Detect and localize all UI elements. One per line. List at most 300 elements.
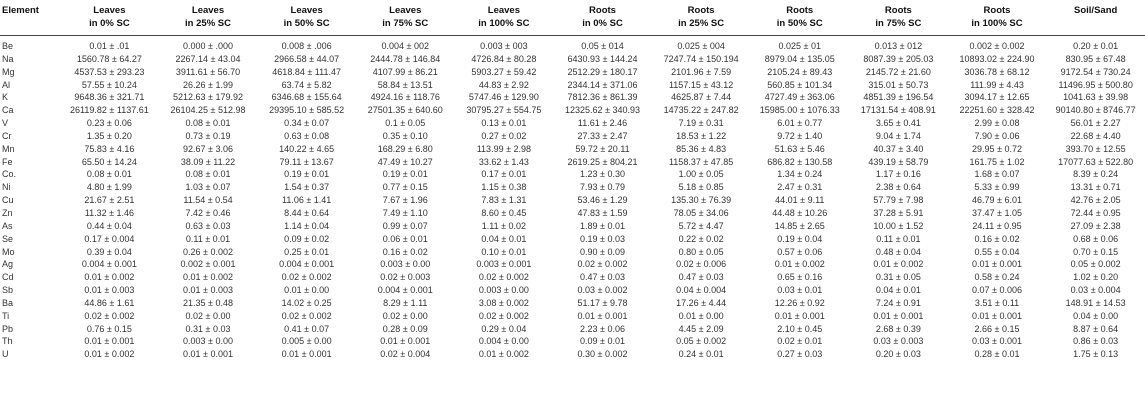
value-cell: 2444.78 ± 146.84 (370, 53, 441, 64)
value-cell: 75.83 ± 4.16 (84, 143, 135, 154)
value-cell: 0.44 ± 0.04 (86, 220, 132, 231)
value-cell: 560.85 ± 101.34 (767, 79, 833, 90)
value-cell: 9172.54 ± 730.24 (1060, 66, 1131, 77)
value-cell: 0.65 ± 0.16 (777, 272, 823, 283)
value-cell: 0.01 ± 0.00 (284, 285, 330, 296)
value-cell: 0.19 ± 0.04 (777, 233, 823, 244)
value-cell: 0.11 ± 0.01 (185, 233, 231, 244)
value-cell: 0.09 ± 0.02 (284, 233, 330, 244)
value-cell: 1.02 ± 0.20 (1073, 272, 1119, 283)
value-cell: 3.08 ± 0.002 (478, 297, 529, 308)
value-cell: 0.02 ± 0.01 (777, 336, 823, 347)
value-cell: 0.01 ± 0.001 (972, 310, 1022, 321)
column-header-line1: Roots (589, 5, 616, 16)
value-cell: 5903.27 ± 59.42 (471, 66, 537, 77)
value-cell: 3.51 ± 0.11 (974, 297, 1020, 308)
value-cell: 0.68 ± 0.06 (1073, 233, 1119, 244)
value-cell: 8.29 ± 1.11 (383, 297, 428, 308)
value-cell: 47.49 ± 10.27 (377, 156, 433, 167)
element-symbol-cell: Be (2, 41, 14, 51)
value-cell: 8.60 ± 0.45 (481, 207, 527, 218)
value-cell: 0.04 ± 0.00 (1073, 310, 1119, 321)
table-row (0, 130, 1145, 143)
table-row (0, 233, 1145, 246)
value-cell: 0.04 ± 0.01 (875, 285, 921, 296)
value-cell: 0.27 ± 0.02 (481, 130, 527, 141)
value-cell: 26.26 ± 1.99 (183, 79, 233, 90)
value-cell: 13.31 ± 0.71 (1070, 182, 1121, 193)
value-cell: 22251.60 ± 328.42 (959, 105, 1035, 116)
value-cell: 0.004 ± 0.001 (377, 285, 433, 296)
value-cell: 0.34 ± 0.07 (284, 118, 330, 129)
table-row (0, 194, 1145, 207)
value-cell: 0.63 ± 0.08 (284, 130, 330, 141)
value-cell: 1.35 ± 0.20 (86, 130, 132, 141)
value-cell: 1.14 ± 0.04 (284, 220, 330, 231)
value-cell: 0.01 ± 0.002 (873, 259, 924, 270)
table-row (0, 66, 1145, 79)
value-cell: 0.30 ± 0.002 (577, 349, 628, 360)
column-header-line2: in 100% SC (478, 18, 530, 29)
column-header-line2: in 75% SC (382, 18, 429, 29)
element-symbol-cell: Mg (2, 66, 15, 77)
table-row (0, 348, 1145, 361)
value-cell: 0.19 ± 0.01 (382, 169, 428, 180)
value-cell: 7.24 ± 0.91 (875, 297, 921, 308)
value-cell: 27.33 ± 2.47 (577, 130, 628, 141)
value-cell: 14.85 ± 2.65 (774, 220, 825, 231)
value-cell: 3094.17 ± 12.65 (964, 92, 1030, 103)
value-cell: 0.002 ± 0.002 (969, 41, 1025, 51)
column-header-line1: Roots (786, 5, 814, 16)
value-cell: 2145.72 ± 21.60 (865, 66, 931, 77)
value-cell: 24.11 ± 0.95 (972, 220, 1022, 231)
value-cell: 0.19 ± 0.03 (580, 233, 625, 244)
value-cell: 439.19 ± 58.79 (868, 156, 929, 167)
value-cell: 0.04 ± 0.01 (481, 233, 527, 244)
value-cell: 5212.63 ± 179.92 (173, 92, 244, 103)
value-cell: 0.76 ± 0.15 (86, 323, 132, 334)
value-cell: 0.1 ± 0.05 (385, 118, 426, 129)
value-cell: 2.47 ± 0.31 (777, 182, 823, 193)
value-cell: 42.76 ± 2.05 (1070, 195, 1121, 206)
column-header-line1: Leaves (191, 5, 225, 16)
value-cell: 0.10 ± 0.01 (481, 246, 527, 257)
value-cell: 9648.36 ± 321.71 (74, 92, 145, 103)
value-cell: 111.99 ± 4.43 (970, 79, 1024, 90)
table-header (0, 4, 1145, 36)
table-row (0, 181, 1145, 194)
value-cell: 0.01 ± 0.001 (84, 336, 135, 347)
value-cell: 2344.14 ± 371.06 (567, 79, 638, 90)
column-header-line2: in 75% SC (875, 18, 922, 29)
column-header (948, 4, 1047, 36)
value-cell: 9.04 ± 1.74 (875, 130, 921, 141)
value-cell: 0.06 ± 0.01 (382, 233, 428, 244)
value-cell: 2.66 ± 0.15 (974, 323, 1020, 334)
value-cell: 0.02 ± 0.002 (577, 259, 628, 270)
value-cell: 2101.96 ± 7.59 (671, 66, 732, 77)
value-cell: 17077.63 ± 522.80 (1058, 156, 1134, 167)
value-cell: 0.03 ± 0.001 (972, 336, 1022, 347)
value-cell: 0.025 ± 004 (677, 41, 725, 51)
value-cell: 0.025 ± 01 (778, 41, 821, 51)
value-cell: 29.95 ± 0.72 (972, 143, 1022, 154)
element-symbol-cell: Ba (2, 297, 14, 308)
value-cell: 4537.53 ± 293.23 (74, 66, 145, 77)
value-cell: 0.005 ± 0.00 (281, 336, 332, 347)
value-cell: 0.73 ± 0.19 (185, 130, 231, 141)
value-cell: 47.83 ± 1.59 (577, 207, 628, 218)
value-cell: 7.93 ± 0.79 (580, 182, 625, 193)
table-row (0, 156, 1145, 169)
value-cell: 2.99 ± 0.08 (974, 118, 1020, 129)
element-symbol-cell: Sb (2, 285, 14, 296)
value-cell: 1.03 ± 0.07 (185, 182, 231, 193)
value-cell: 0.39 ± 0.04 (86, 246, 132, 257)
value-cell: 4924.16 ± 118.76 (370, 92, 440, 103)
value-cell: 72.44 ± 0.95 (1070, 207, 1121, 218)
table-row (0, 143, 1145, 156)
value-cell: 7.67 ± 1.96 (382, 195, 428, 206)
value-cell: 0.35 ± 0.10 (382, 130, 428, 141)
column-header (849, 4, 948, 36)
value-cell: 0.90 ± 0.09 (580, 246, 625, 257)
column-header-line2: in 25% SC (185, 18, 231, 29)
value-cell: 135.30 ± 76.39 (671, 195, 732, 206)
column-header-line1: Leaves (93, 5, 126, 16)
value-cell: 56.01 ± 2.27 (1070, 118, 1121, 129)
value-cell: 0.02 ± 0.002 (281, 310, 332, 321)
value-cell: 0.07 ± 0.006 (972, 285, 1022, 296)
value-cell: 4851.39 ± 196.54 (863, 92, 934, 103)
value-cell: 0.004 ± 0.001 (81, 259, 137, 270)
value-cell: 44.01 ± 9.11 (775, 195, 825, 206)
value-cell: 0.20 ± 0.03 (875, 349, 921, 360)
value-cell: 18.53 ± 1.22 (676, 130, 727, 141)
column-header (652, 4, 751, 36)
value-cell: 0.08 ± 0.01 (86, 169, 132, 180)
value-cell: 8087.39 ± 205.03 (863, 53, 934, 64)
value-cell: 79.11 ± 13.67 (279, 156, 334, 167)
value-cell: 7.42 ± 0.46 (185, 207, 231, 218)
value-cell: 1158.37 ± 47.85 (668, 156, 734, 167)
table-body (0, 36, 1145, 362)
value-cell: 0.70 ± 0.15 (1073, 246, 1119, 257)
value-cell: 0.17 ± 0.01 (481, 169, 527, 180)
value-cell: 0.99 ± 0.07 (382, 220, 428, 231)
value-cell: 0.003 ± 0.00 (380, 259, 431, 270)
value-cell: 27.09 ± 2.38 (1070, 220, 1121, 231)
value-cell: 58.84 ± 13.51 (377, 79, 433, 90)
value-cell: 6.01 ± 0.77 (777, 118, 823, 129)
value-cell: 2.10 ± 0.45 (777, 323, 823, 334)
value-cell: 0.01 ± 0.001 (577, 310, 628, 321)
value-cell: 0.41 ± 0.07 (284, 323, 330, 334)
value-cell: 1.34 ± 0.24 (777, 169, 823, 180)
table-row (0, 246, 1145, 259)
value-cell: 0.03 ± 0.003 (873, 336, 924, 347)
value-cell: 0.27 ± 0.03 (777, 349, 823, 360)
value-cell: 5.33 ± 0.99 (974, 182, 1020, 193)
value-cell: 0.08 ± 0.01 (185, 118, 231, 129)
value-cell: 0.29 ± 0.04 (481, 323, 527, 334)
value-cell: 0.05 ± 0.002 (1070, 259, 1121, 270)
value-cell: 0.19 ± 0.01 (284, 169, 330, 180)
value-cell: 0.01 ± 0.001 (183, 349, 233, 360)
value-cell: 30795.27 ± 554.75 (466, 105, 542, 116)
element-symbol-cell: Zn (2, 207, 13, 218)
element-symbol-cell: Na (2, 53, 14, 64)
value-cell: 0.01 ± 0.00 (678, 310, 724, 321)
element-symbol-cell: Th (2, 336, 13, 347)
value-cell: 1.54 ± 0.37 (284, 182, 330, 193)
value-cell: 0.01 ± 0.003 (183, 285, 233, 296)
column-header-line1: Leaves (389, 5, 422, 16)
table-row (0, 104, 1145, 117)
value-cell: 11.32 ± 1.46 (84, 207, 135, 218)
value-cell: 2966.58 ± 44.07 (274, 53, 340, 64)
value-cell: 0.16 ± 0.02 (974, 233, 1020, 244)
value-cell: 38.09 ± 11.22 (180, 156, 236, 167)
value-cell: 7.83 ± 1.31 (481, 195, 527, 206)
column-header-line2: in 50% SC (283, 18, 330, 29)
table-row (0, 36, 1145, 53)
value-cell: 10893.02 ± 224.90 (959, 53, 1035, 64)
value-cell: 0.02 ± 0.002 (478, 310, 529, 321)
table-row (0, 271, 1145, 284)
value-cell: 6346.68 ± 155.64 (271, 92, 342, 103)
value-cell: 0.55 ± 0.04 (974, 246, 1020, 257)
value-cell: 2105.24 ± 89.43 (767, 66, 833, 77)
value-cell: 315.01 ± 50.73 (868, 79, 929, 90)
column-header-line2: in 0% SC (89, 18, 130, 29)
value-cell: 11496.95 ± 500.80 (1058, 79, 1133, 90)
value-cell: 8979.04 ± 135.05 (764, 53, 835, 64)
element-symbol-cell: K (2, 92, 9, 103)
value-cell: 1.17 ± 0.16 (875, 169, 921, 180)
column-header (60, 4, 159, 36)
value-cell: 65.50 ± 14.24 (81, 156, 137, 167)
value-cell: 5747.46 ± 129.90 (468, 92, 539, 103)
value-cell: 10.00 ± 1.52 (873, 220, 924, 231)
value-cell: 148.91 ± 14.53 (1065, 297, 1126, 308)
value-cell: 0.013 ± 012 (874, 41, 923, 51)
value-cell: 0.01 ± 0.001 (380, 336, 431, 347)
value-cell: 0.22 ± 0.02 (678, 233, 724, 244)
value-cell: 37.28 ± 5.91 (873, 207, 924, 218)
value-cell: 4618.84 ± 111.47 (272, 66, 341, 77)
table-row (0, 79, 1145, 92)
value-cell: 0.23 ± 0.06 (86, 118, 132, 129)
value-cell: 1.68 ± 0.07 (974, 169, 1020, 180)
value-cell: 85.36 ± 4.83 (676, 143, 727, 154)
value-cell: 2.38 ± 0.64 (875, 182, 921, 193)
element-symbol-cell: Mo (2, 246, 15, 257)
value-cell: 7247.74 ± 150.194 (663, 53, 739, 64)
value-cell: 11.06 ± 1.41 (281, 195, 332, 206)
value-cell: 27501.35 ± 640.60 (367, 105, 443, 116)
value-cell: 140.22 ± 4.65 (279, 143, 335, 154)
value-cell: 113.99 ± 2.98 (476, 143, 532, 154)
value-cell: 3036.78 ± 68.12 (964, 66, 1030, 77)
value-cell: 0.09 ± 0.01 (580, 336, 625, 347)
element-symbol-cell: Ca (2, 105, 14, 116)
value-cell: 0.05 ± 0.002 (676, 336, 727, 347)
value-cell: 8.87 ± 0.64 (1073, 323, 1119, 334)
column-header-line2: in 50% SC (776, 18, 823, 29)
value-cell: 11.54 ± 0.54 (183, 195, 233, 206)
table-row (0, 284, 1145, 297)
value-cell: 3911.61 ± 56.70 (175, 66, 241, 77)
value-cell: 1.00 ± 0.05 (678, 169, 724, 180)
table-row (0, 323, 1145, 336)
column-header (159, 4, 258, 36)
value-cell: 8.44 ± 0.64 (284, 207, 330, 218)
value-cell: 0.02 ± 0.002 (84, 310, 135, 321)
value-cell: 33.62 ± 1.43 (478, 156, 529, 167)
value-cell: 0.57 ± 0.06 (777, 246, 823, 257)
table-row (0, 53, 1145, 66)
element-symbol-cell: Cd (2, 272, 14, 283)
element-symbol-cell: U (2, 349, 9, 360)
value-cell: 0.58 ± 0.24 (974, 272, 1020, 283)
element-concentration-table (0, 4, 1145, 361)
value-cell: 1.11 ± 0.02 (481, 220, 527, 231)
value-cell: 0.47 ± 0.03 (580, 272, 625, 283)
value-cell: 0.01 ± 0.001 (774, 310, 825, 321)
value-cell: 0.01 ± 0.002 (183, 272, 233, 283)
value-cell: 0.11 ± 0.01 (876, 233, 921, 244)
value-cell: 1.75 ± 0.13 (1073, 349, 1119, 360)
value-cell: 3.65 ± 0.41 (875, 118, 921, 129)
column-header (553, 4, 652, 36)
value-cell: 0.008 ± .006 (281, 41, 332, 51)
value-cell: 0.47 ± 0.03 (678, 272, 724, 283)
element-symbol-cell: V (2, 118, 9, 129)
column-header-line1: Roots (983, 5, 1011, 16)
table-row (0, 297, 1145, 310)
value-cell: 0.28 ± 0.01 (974, 349, 1020, 360)
element-symbol-cell: Co. (2, 169, 17, 180)
value-cell: 63.74 ± 5.82 (281, 79, 332, 90)
value-cell: 26104.25 ± 512.98 (170, 105, 246, 116)
value-cell: 0.13 ± 0.01 (481, 118, 527, 129)
value-cell: 0.86 ± 0.03 (1073, 336, 1119, 347)
column-header (257, 4, 356, 36)
value-cell: 12.26 ± 0.92 (774, 297, 825, 308)
value-cell: 0.77 ± 0.15 (382, 182, 428, 193)
value-cell: 0.05 ± 014 (581, 41, 624, 51)
value-cell: 2.23 ± 0.06 (580, 323, 625, 334)
value-cell: 0.01 ± 0.002 (478, 349, 529, 360)
value-cell: 0.01 ± 0.001 (972, 259, 1022, 270)
value-cell: 14.02 ± 0.25 (281, 297, 332, 308)
column-header-line1: Leaves (487, 5, 520, 16)
value-cell: 0.02 ± 0.002 (478, 272, 529, 283)
value-cell: 59.72 ± 20.11 (575, 143, 630, 154)
value-cell: 830.95 ± 67.48 (1065, 53, 1126, 64)
value-cell: 7.49 ± 1.10 (382, 207, 428, 218)
value-cell: 5.72 ± 4.47 (678, 220, 724, 231)
column-header-line2: in 100% SC (971, 18, 1023, 29)
value-cell: 7812.36 ± 861.39 (567, 92, 638, 103)
value-cell: 0.80 ± 0.05 (678, 246, 724, 257)
value-cell: 1560.78 ± 64.27 (76, 53, 142, 64)
value-cell: 7.19 ± 0.31 (678, 118, 724, 129)
value-cell: 90140.80 ± 8746.77 (1055, 105, 1136, 116)
table-row (0, 117, 1145, 130)
element-symbol-cell: Ni (2, 182, 11, 193)
value-cell: 0.002 ± 0.001 (180, 259, 236, 270)
column-header-line1: Leaves (290, 5, 323, 16)
value-cell: 0.26 ± 0.002 (183, 246, 233, 257)
value-cell: 0.48 ± 0.04 (875, 246, 921, 257)
table-row (0, 335, 1145, 348)
value-cell: 161.75 ± 1.02 (969, 156, 1025, 167)
value-cell: 0.02 ± 0.00 (185, 310, 231, 321)
value-cell: 0.003 ± 003 (480, 41, 528, 51)
value-cell: 4727.49 ± 363.06 (764, 92, 835, 103)
value-cell: 51.63 ± 5.46 (774, 143, 825, 154)
table-row (0, 207, 1145, 220)
value-cell: 0.02 ± 0.006 (676, 259, 727, 270)
value-cell: 40.37 ± 3.40 (873, 143, 924, 154)
element-symbol-cell: As (2, 220, 13, 231)
value-cell: 2619.25 ± 804.21 (567, 156, 638, 167)
value-cell: 4.45 ± 2.09 (678, 323, 724, 334)
value-cell: 11.61 ± 2.46 (577, 118, 628, 129)
value-cell: 0.16 ± 0.02 (382, 246, 428, 257)
element-symbol-cell: Al (2, 79, 11, 90)
value-cell: 4625.87 ± 7.44 (671, 92, 732, 103)
value-cell: 0.000 ± .000 (183, 41, 233, 51)
column-header (455, 4, 554, 36)
value-cell: 26119.82 ± 1137.61 (70, 105, 149, 116)
value-cell: 0.003 ± 0.001 (476, 259, 532, 270)
column-header-line2: in 0% SC (582, 18, 623, 29)
table-row (0, 258, 1145, 271)
value-cell: 0.02 ± 0.003 (380, 272, 431, 283)
value-cell: 9.72 ± 1.40 (777, 130, 823, 141)
value-cell: 17.26 ± 4.44 (676, 297, 727, 308)
value-cell: 1.15 ± 0.38 (481, 182, 527, 193)
element-symbol-cell: Cu (2, 195, 14, 206)
value-cell: 0.03 ± 0.002 (577, 285, 628, 296)
value-cell: 0.03 ± 0.004 (1070, 285, 1121, 296)
value-cell: 0.28 ± 0.09 (382, 323, 428, 334)
value-cell: 78.05 ± 34.06 (673, 207, 729, 218)
value-cell: 0.01 ± 0.003 (84, 285, 135, 296)
value-cell: 0.004 ± 002 (381, 41, 429, 51)
column-header-element (0, 4, 60, 36)
value-cell: 0.31 ± 0.05 (875, 272, 921, 283)
table-row (0, 220, 1145, 233)
value-cell: 1.89 ± 0.01 (580, 220, 625, 231)
column-header (356, 4, 455, 36)
value-cell: 0.08 ± 0.01 (185, 169, 231, 180)
value-cell: 0.04 ± 0.004 (676, 285, 727, 296)
value-cell: 2.68 ± 0.39 (875, 323, 921, 334)
value-cell: 0.003 ± 0.00 (478, 285, 529, 296)
column-header-line1: Roots (687, 5, 715, 16)
element-symbol-cell: Mn (2, 143, 15, 154)
column-header-line1: Roots (884, 5, 912, 16)
value-cell: 92.67 ± 3.06 (183, 143, 233, 154)
value-cell: 8.39 ± 0.24 (1073, 169, 1119, 180)
value-cell: 0.63 ± 0.03 (185, 220, 231, 231)
value-cell: 168.29 ± 6.80 (377, 143, 433, 154)
